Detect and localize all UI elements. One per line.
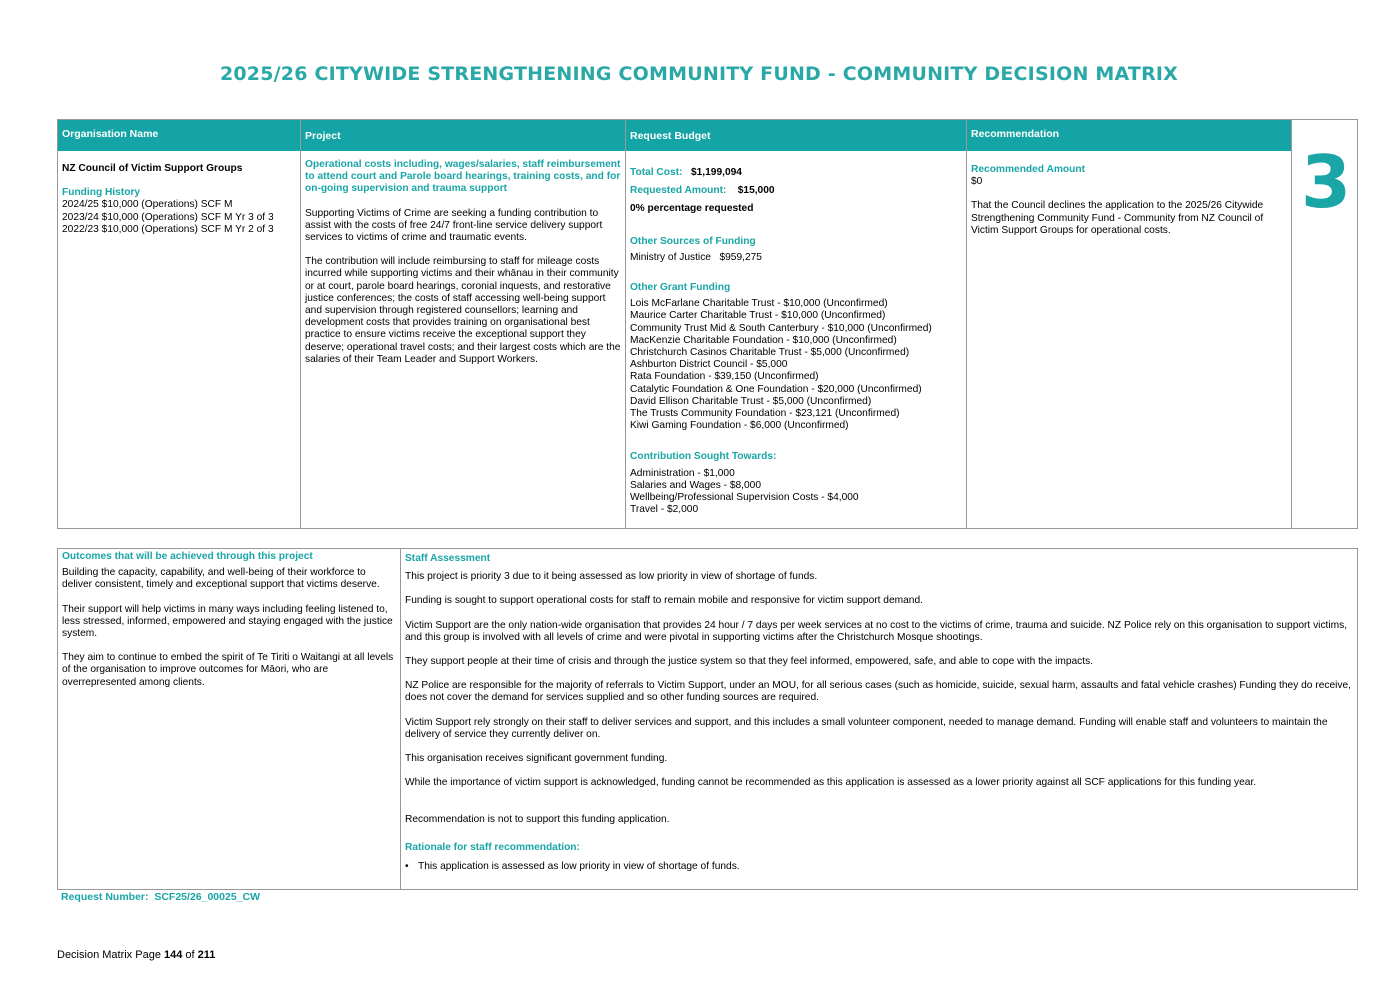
- project-description: Supporting Victims of Crime are seeking a funding contribution to assist with the costs of free 24/7 front-line service delivery support services to victims of crime and traumatic events.: [305, 207, 603, 244]
- outcomes-cell: [58, 549, 401, 889]
- rationale-list: [405, 861, 1353, 873]
- assessment-paragraph: This organisation receives significant government funding.: [405, 753, 668, 765]
- project-cell: [301, 151, 625, 528]
- grant-item: Christchurch Casinos Charitable Trust - $5,000 (Unconfirmed): [630, 347, 910, 359]
- footer-page-number: 144: [164, 949, 183, 961]
- header-recommendation: Recommendation: [967, 120, 1292, 151]
- funding-history-item: 2023/24 $10,000 (Operations) SCF M Yr 3 of 3: [62, 211, 274, 223]
- footer-of: of: [182, 949, 198, 961]
- assessment-paragraph: Victim Support are the only nation-wide organisation that provides 24 hour / 7 days per week services at no cost to the victims of crime, trauma and suicide. NZ Police rely on this organisation to support victims, and this group is involved with all levels of crime and were pivotal in supporting victims after the Christchurch Mosque shootings.: [405, 619, 1348, 643]
- funding-history-item: 2022/23 $10,000 (Operations) SCF M Yr 2 of 3: [62, 223, 274, 235]
- staff-assessment-label: Staff Assessment: [405, 553, 491, 564]
- outcome-paragraph: They aim to continue to embed the spirit of Te Tiriti o Waitangi at all levels of the organisation to improve outcomes for Māori, who are overrepresented among clients.: [62, 652, 394, 688]
- recommended-amount-value: $0: [971, 176, 983, 188]
- header-project: Project: [301, 120, 626, 151]
- page-title: 2025/26 CITYWIDE STRENGTHENING COMMUNITY FUND - COMMUNITY DECISION MATRIX: [219, 63, 1179, 85]
- project-description: The contribution will include reimbursing to staff for mileage costs incurred while supporting victims and their whānau in their community or at court, parole board hearings, coronial inquests, and restorative justice conferences; the costs of staff accessing well-being support and supervision through registered counsellors; learning and development costs that provides training on organisational best practice to ensure victims receive the exceptional support they deserve; operational travel costs; and their largest costs which are the salaries of their Team Leader and Support Workers.: [305, 256, 621, 365]
- grant-item: Kiwi Gaming Foundation - $6,000 (Unconfirmed): [630, 420, 849, 432]
- requested-amount-label: Requested Amount:: [630, 185, 727, 197]
- contribution-item: Administration - $1,000: [630, 467, 735, 479]
- other-sources-label: Other Sources of Funding: [630, 235, 756, 247]
- decision-matrix-table: [57, 119, 1358, 529]
- outcomes-label: Outcomes that will be achieved through this project: [62, 551, 313, 562]
- staff-assessment-cell: [401, 549, 1357, 889]
- contribution-item: Salaries and Wages - $8,000: [630, 479, 762, 491]
- total-cost-value: $1,199,094: [690, 167, 742, 178]
- grant-item: Lois McFarlane Charitable Trust - $10,000 (Unconfirmed): [630, 298, 888, 310]
- outcome-paragraph: Their support will help victims in many ways including feeling listened to, less stressed, informed, empowered and staying engaged with the justice system.: [62, 603, 393, 640]
- assessment-paragraph: This project is priority 3 due to it being assessed as low priority in view of shortage of funds.: [405, 571, 818, 583]
- grant-item: David Ellison Charitable Trust - $5,000 (Unconfirmed): [630, 395, 872, 407]
- recommendation-text: That the Council declines the application to the 2025/26 Citywide Strengthening Community Fund - Community from NZ Council of Victim Support Groups for operational costs.: [971, 200, 1264, 236]
- grant-item: The Trusts Community Foundation - $23,121 (Unconfirmed): [630, 408, 900, 420]
- organisation-name: NZ Council of Victim Support Groups: [62, 163, 243, 174]
- outcome-paragraph: Building the capacity, capability, and well-being of their workforce to deliver consistent, timely and exceptional support that victims deserve.: [62, 567, 380, 591]
- grant-item: Maurice Carter Charitable Trust - $10,000 (Unconfirmed): [630, 310, 886, 322]
- request-number: Request Number: SCF25/26_00025_CW: [61, 891, 260, 903]
- rationale-item: • This application is assessed as low priority in view of shortage of funds.: [405, 861, 1353, 873]
- assessment-paragraph: Funding is sought to support operational costs for staff to remain mobile and responsive for victim support demand.: [405, 595, 923, 607]
- footer-total-pages: 211: [197, 949, 216, 961]
- budget-cell: [626, 151, 966, 528]
- page-footer: [57, 949, 215, 961]
- organisation-cell: [58, 151, 300, 528]
- assessment-table: [57, 548, 1358, 890]
- header-budget: Request Budget: [626, 120, 967, 151]
- funding-history-label: Funding History: [62, 187, 141, 199]
- assessment-paragraph: While the importance of victim support is acknowledged, funding cannot be recommended as this application is assessed as a lower priority against all SCF applications for this funding year.: [405, 777, 1257, 789]
- assessment-paragraph: NZ Police are responsible for the majority of referrals to Victim Support, under an MOU, for all serious cases (such as homicide, suicide, sexual harm, assaults and fatal vehicle crashes) Funding they do receive, does not cover the demand for services supplied and so other funding sources are required.: [405, 680, 1351, 704]
- assessment-paragraph: Victim Support rely strongly on their staff to deliver services and support, and this includes a small volunteer component, needed to manage demand. Funding will enable staff and volunteers to maintain the delivery of service they currently deliver on.: [405, 716, 1328, 740]
- contribution-item: Travel - $2,000: [630, 504, 699, 516]
- requested-amount-value: $15,000: [737, 185, 775, 197]
- other-grant-funding-label: Other Grant Funding: [630, 282, 731, 294]
- contribution-item: Wellbeing/Professional Supervision Costs - $4,000: [630, 492, 859, 504]
- grant-item: MacKenzie Charitable Foundation - $10,000 (Unconfirmed): [630, 334, 897, 346]
- rationale-label: Rationale for staff recommendation:: [405, 841, 580, 853]
- assessment-paragraph: They support people at their time of crisis and through the justice system so that they feel informed, empowered, safe, and able to cope with the impacts.: [405, 656, 1094, 668]
- final-recommendation: Recommendation is not to support this funding application.: [405, 814, 670, 826]
- recommendation-cell: [967, 151, 1291, 528]
- header-organisation: Organisation Name: [58, 120, 301, 151]
- contribution-label: Contribution Sought Towards:: [630, 451, 777, 463]
- grant-item: Rata Foundation - $39,150 (Unconfirmed): [630, 371, 819, 383]
- grant-item: Community Trust Mid & South Canterbury - $10,000 (Unconfirmed): [630, 322, 932, 334]
- grant-item: Catalytic Foundation & One Foundation - $20,000 (Unconfirmed): [630, 383, 922, 395]
- percentage-requested: 0% percentage requested: [630, 203, 754, 215]
- recommended-amount-label: Recommended Amount: [971, 164, 1085, 175]
- grant-item: Ashburton District Council - $5,000: [630, 359, 788, 371]
- other-sources-value: Ministry of Justice $959,275: [630, 251, 762, 263]
- project-heading: Operational costs including, wages/salaries, staff reimbursement to attend court and Parole board hearings, training costs, and for on-going supervision and trauma support: [305, 159, 621, 195]
- total-cost-label: Total Cost:: [630, 167, 683, 178]
- priority-number: 3: [1300, 140, 1352, 224]
- funding-history-item: 2024/25 $10,000 (Operations) SCF M: [62, 199, 233, 211]
- footer-prefix: Decision Matrix Page: [57, 949, 164, 961]
